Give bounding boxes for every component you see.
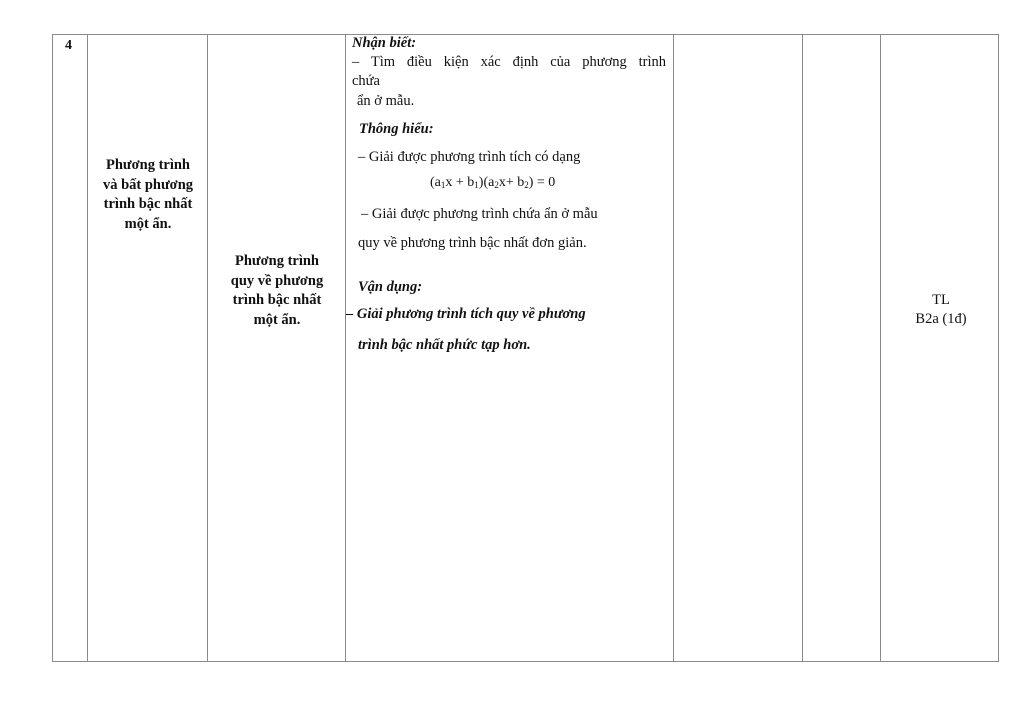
row-number: 4: [65, 38, 72, 53]
column-divider: [87, 35, 88, 661]
unit-line: quy về phương: [230, 272, 324, 289]
tl-question: B2a (1đ): [915, 311, 967, 327]
thong-hieu-line: – Giải được phương trình tích có dạng: [358, 149, 581, 165]
topic-line: Phương trình: [105, 157, 190, 173]
nhan-biet-heading: Nhận biết:: [352, 35, 417, 51]
topic-line: trình bậc nhất: [103, 196, 193, 212]
nhan-biet-line: ẩn ở mẫu.: [357, 93, 415, 109]
tl-cell: [882, 291, 1000, 329]
unit-line: Phương trình: [234, 253, 319, 269]
nhan-biet-line: – Tìm điều kiện xác định của phương trình: [352, 54, 666, 70]
column-divider: [802, 35, 803, 661]
thong-hieu-line: – Giải được phương trình chứa ẩn ở mẫu: [361, 206, 598, 222]
topic-line: và bất phương: [102, 176, 194, 193]
column-divider: [880, 35, 881, 661]
unit-line: trình bậc nhất: [232, 292, 322, 308]
thong-hieu-heading: Thông hiểu:: [359, 121, 434, 137]
column-divider: [345, 35, 346, 661]
thong-hieu-line: quy về phương trình bậc nhất đơn giản.: [358, 235, 587, 251]
unit-cell: [209, 252, 345, 330]
van-dung-line: – Giải phương trình tích quy về phương: [346, 306, 586, 322]
unit-line: một ẩn.: [253, 311, 301, 328]
formula: $(a_1x + b_1)(a_2x+ b_2) = 0$: [430, 175, 556, 190]
column-divider: [673, 35, 674, 661]
assessment-table: [52, 34, 999, 662]
van-dung-line: trình bậc nhất phức tạp hơn.: [358, 337, 531, 353]
tl-label: TL: [932, 292, 950, 308]
topic-line: một ẩn.: [124, 215, 172, 232]
topic-cell: [89, 156, 207, 234]
nhan-biet-line: chứa: [352, 73, 380, 89]
column-divider: [207, 35, 208, 661]
van-dung-heading: Vận dụng:: [358, 279, 423, 295]
